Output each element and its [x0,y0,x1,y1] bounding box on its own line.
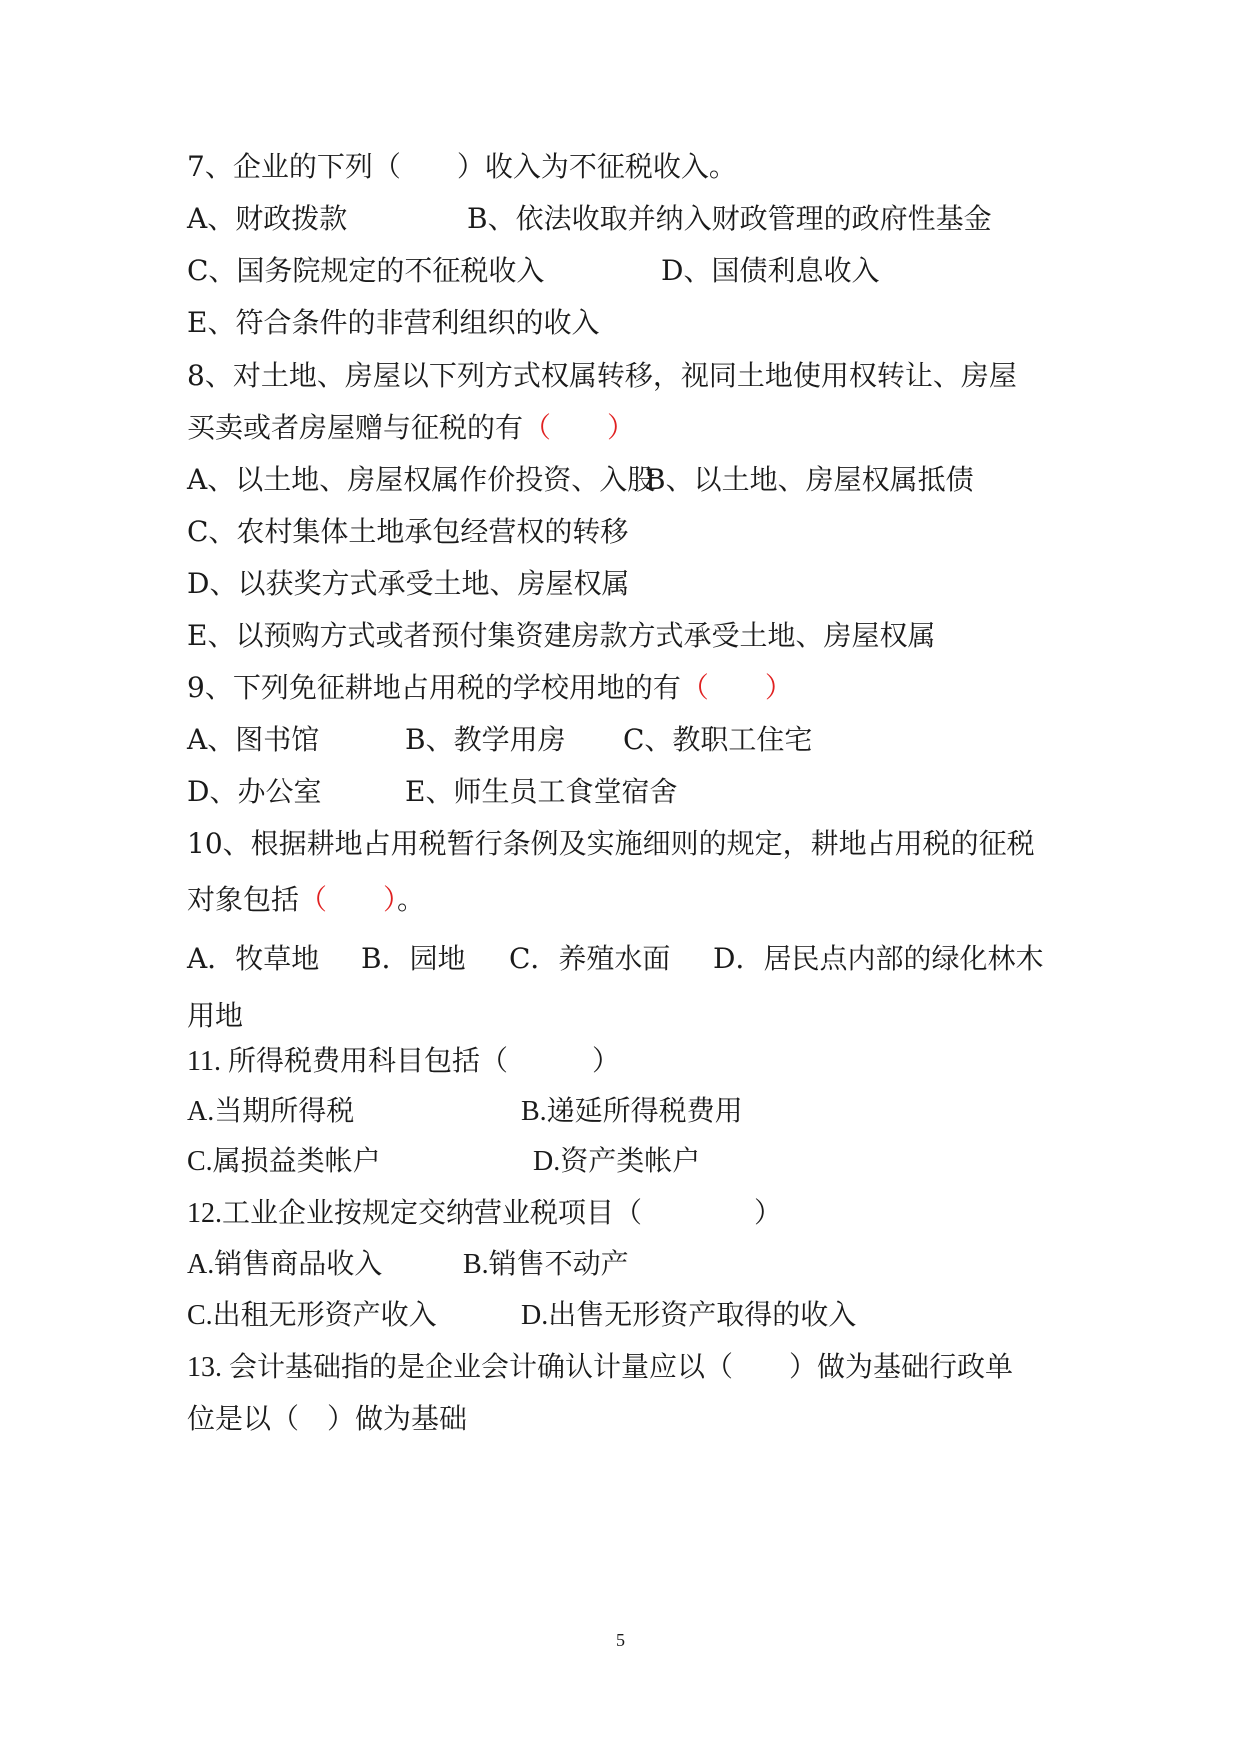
q10-option-d-line2: 用地 [187,999,244,1032]
q8-option-d-line [187,566,629,602]
q12-option-a: A.销售商品收入 [187,1249,383,1280]
q8-stem-line2 [187,410,635,446]
q10-stem-end: 。 [397,883,426,916]
q9-stem-text: 9、下列免征耕地占用税的学校用地的有 [187,671,681,704]
q12-option-b: B.销售不动产 [463,1249,629,1280]
q7-option-e: E、符合条件的非营利组织的收入 [187,306,600,339]
q10-stem-text-2: 对象包括 [187,883,300,916]
q11-option-b: B.递延所得税费用 [521,1096,743,1127]
q7-stem [187,149,737,185]
q12-stem [187,1196,782,1232]
q13-stem-line1 [187,1350,1013,1386]
q8-options-ab [187,462,1067,498]
q8-option-e-line [187,618,935,654]
q10-answer-blank: （ ） [299,883,398,916]
q13-stem-line2 [187,1402,467,1438]
q9-option-d: D、办公室 [187,775,322,808]
page-number: 5 [616,1630,625,1650]
q9-answer-blank: （ ） [680,671,793,704]
q7-stem-text: 7、企业的下列（ ）收入为不征税收入。 [187,150,737,183]
q11-option-c: C.属损益类帐户 [187,1146,381,1177]
q11-stem [187,1044,620,1080]
q9-option-e: E、师生员工食堂宿舍 [405,775,678,808]
q10-options-abcd [187,941,1067,977]
q10-option-a: A．牧草地 [187,942,320,975]
q9-stem [187,670,793,706]
q8-option-c: C、农村集体土地承包经营权的转移 [187,515,629,548]
q8-option-b: B、以土地、房屋权属抵债 [645,463,974,496]
q8-option-c-line [187,514,628,550]
q12-options-cd [187,1298,1067,1334]
q8-option-e: E、以预购方式或者预付集资建房款方式承受土地、房屋权属 [187,619,936,652]
q11-option-a: A.当期所得税 [187,1096,355,1127]
q13-stem-text-1: 13. 会计基础指的是企业会计确认计量应以（ ）做为基础行政单 [187,1352,1014,1383]
q11-options-cd [187,1144,1067,1180]
q10-option-d: D．居民点内部的绿化林木 [713,942,1044,975]
q9-option-b: B、教学用房 [405,723,566,756]
q7-option-b: B、依法收取并纳入财政管理的政府性基金 [467,202,992,235]
q10-stem-text-1: 10、根据耕地占用税暂行条例及实施细则的规定，耕地占用税的征税 [187,827,1035,860]
q10-option-b: B．园地 [361,942,466,975]
q8-option-d: D、以获奖方式承受土地、房屋权属 [187,567,630,600]
q9-options-abc [187,722,1067,758]
q7-option-c: C、国务院规定的不征税收入 [187,254,545,287]
q7-options-cd [187,253,1067,289]
q11-stem-text: 11. 所得税费用科目包括（ ） [187,1046,620,1077]
q7-options-ab [187,201,1067,237]
q10-option-c: C．养殖水面 [509,942,671,975]
q8-stem-line1 [187,358,1017,394]
q8-stem-text-1: 8、对土地、房屋以下列方式权属转移，视同土地使用权转让、房屋 [187,359,1017,392]
q10-option-d-continued [187,998,243,1034]
q8-option-a: A、以土地、房屋权属作价投资、入股 [187,463,656,496]
q12-options-ab [187,1247,1067,1283]
q11-options-ab [187,1094,1067,1130]
q10-stem-line2 [187,882,425,918]
q12-option-d: D.出售无形资产取得的收入 [521,1300,857,1331]
q12-stem-text: 12.工业企业按规定交纳营业税项目（ ） [187,1198,783,1229]
q10-stem-line1 [187,826,1035,862]
q8-answer-blank: （ ） [523,411,636,444]
q7-option-e-line [187,305,599,341]
q9-option-c: C、教职工住宅 [623,723,813,756]
q12-option-c: C.出租无形资产收入 [187,1300,437,1331]
q7-option-a: A、财政拨款 [187,202,348,235]
q13-stem-text-2: 位是以（ ）做为基础 [187,1404,468,1435]
q7-option-d: D、国债利息收入 [661,254,880,287]
q8-stem-text-2: 买卖或者房屋赠与征税的有 [187,411,524,444]
q11-option-d: D.资产类帐户 [533,1146,701,1177]
q9-option-a: A、图书馆 [187,723,320,756]
q9-options-de [187,774,1067,810]
